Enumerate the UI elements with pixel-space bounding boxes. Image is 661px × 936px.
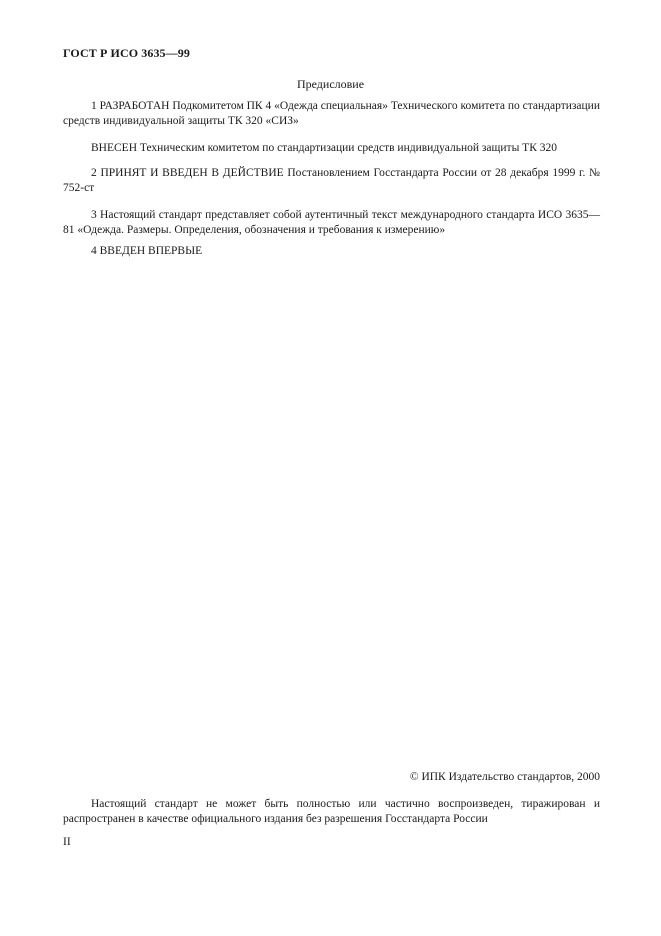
copyright-line: © ИПК Издательство стандартов, 2000 (409, 771, 600, 783)
page-number: II (63, 836, 71, 848)
reproduction-notice: Настоящий стандарт не может быть полностью или частично воспроизведен, тиражирован и распространен в качестве официального издания без разрешения Госстандарта России (63, 798, 600, 825)
document-header: ГОСТ Р ИСО 3635—99 (63, 46, 190, 60)
preface-paragraph-first-introduced: 4 ВВЕДЕН ВПЕРВЫЕ (91, 245, 203, 257)
preface-paragraph-introduced: ВНЕСЕН Техническим комитетом по стандартизации средств индивидуальной защиты ТК 320 (91, 142, 557, 154)
preface-paragraph-developed: 1 РАЗРАБОТАН Подкомитетом ПК 4 «Одежда специальная» Технического комитета по стандартизации средств индивидуальной защиты ТК 320 «СИЗ» (63, 100, 600, 127)
preface-title: Предисловие (296, 77, 365, 91)
preface-paragraph-adopted: 2 ПРИНЯТ И ВВЕДЕН В ДЕЙСТВИЕ Постановлением Госстандарта России от 28 декабря 1999 г. № 752-ст (63, 167, 600, 194)
preface-paragraph-authentic-text: 3 Настоящий стандарт представляет собой аутентичный текст международного стандарта ИСО 3635—81 «Одежда. Размеры. Определения, обозначения и требования к измерению» (63, 209, 600, 236)
